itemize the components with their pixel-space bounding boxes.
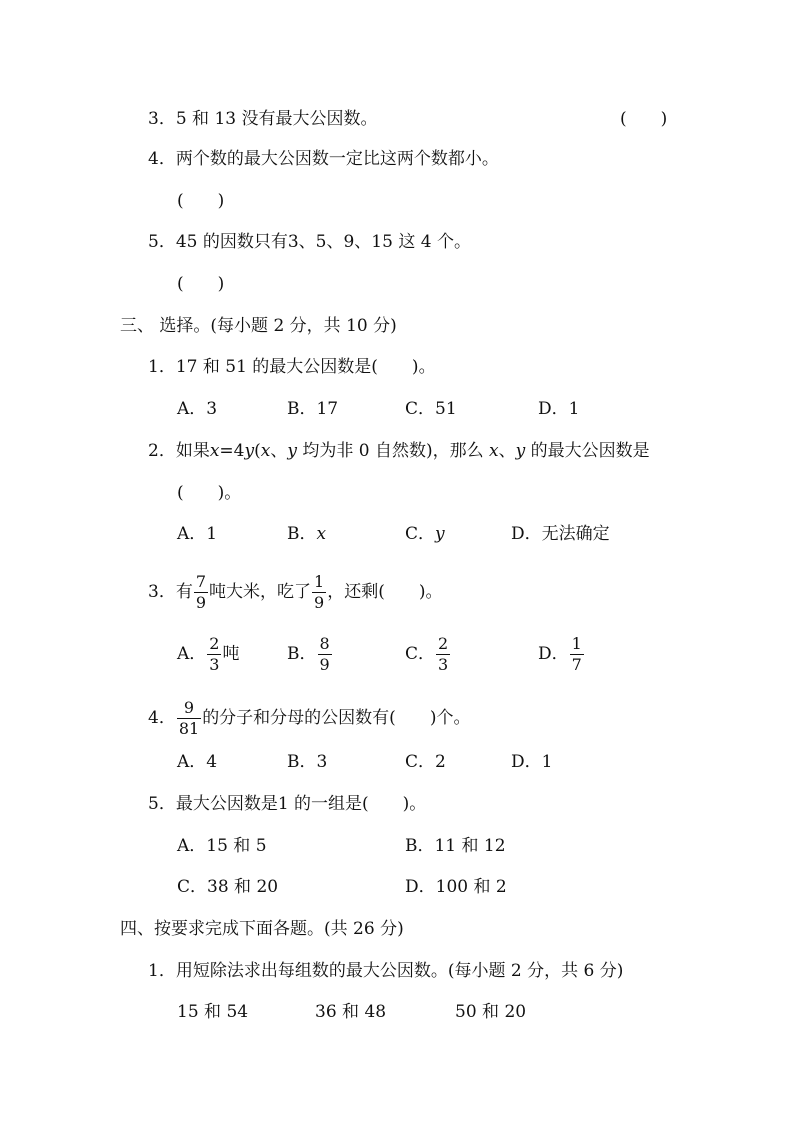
option-a[interactable]: A．15 和 5 [177,836,267,856]
numerator: 1 [314,572,325,591]
fraction-9-81 [177,700,201,737]
denominator: 9 [195,593,207,612]
fraction [570,636,584,673]
item-number: 5． [148,232,176,252]
number-group-2: 36 和 48 [315,1002,387,1022]
fraction [207,636,221,673]
item-text: 用短除法求出每组数的最大公因数。(每小题 2 分，共 6 分) [175,961,624,981]
option-b[interactable]: B．17 [287,399,339,419]
item-text: 最大公因数是1 的一组是( )。 [175,794,427,814]
item-number: 1． [148,357,176,377]
text-fragment: 有 [175,582,193,602]
option-d[interactable] [538,636,585,673]
numerator: 2 [438,634,449,653]
item-number: 3． [148,582,176,602]
option-label: B． [287,644,317,664]
option-c[interactable] [405,636,451,673]
text-fragment: 如果 [175,441,210,461]
choice-item-4 [148,700,470,737]
tf-item-3 [148,108,378,130]
option-label: A． [177,644,207,664]
answer-paren[interactable]: ( ) [177,191,225,211]
option-label: D． [538,644,569,664]
choice-item-3 [148,574,442,611]
item-number: 4． [148,149,176,169]
var-y: y [435,524,445,544]
choice-item-2 [148,440,650,462]
tf-item-4 [148,148,499,170]
numerator: 1 [571,634,582,653]
item-text: 45 的因数只有3、5、9、15 这 4 个。 [175,232,471,252]
numerator: 2 [209,634,220,653]
denominator: 7 [571,655,582,674]
choice-item-2-continued[interactable]: ( )。 [177,483,242,503]
choice-item-5 [148,793,426,815]
text-fragment: =4 [219,441,245,461]
tf-item-5 [148,231,471,253]
task-item-1 [148,960,623,982]
section-3-title: 三、 选择。(每小题 2 分，共 10 分) [120,316,397,336]
option-b[interactable]: B．3 [287,752,328,772]
option-d[interactable]: D．无法确定 [511,524,610,544]
item-number: 2． [148,441,176,461]
item-number: 4． [148,708,176,728]
option-label: C． [405,644,436,664]
option-c[interactable]: C．38 和 20 [177,877,279,897]
item-text: 的分子和分母的公因数有( )个。 [202,708,471,728]
unit: 吨 [222,644,240,664]
denominator: 9 [314,593,325,612]
answer-paren[interactable]: ( ) [620,109,668,129]
item-number: 3． [148,109,176,129]
var-y: y [287,441,297,461]
option-a[interactable]: A．4 [177,752,218,772]
option-d[interactable]: D．1 [538,399,580,419]
fraction-1-9 [312,574,326,611]
text-fragment: ，还剩( )。 [327,582,443,602]
item-text: 17 和 51 的最大公因数是( )。 [175,357,436,377]
item-number: 1． [148,961,176,981]
denominator: 9 [319,655,330,674]
var-x: x [489,441,499,461]
option-label: C． [405,524,436,544]
denominator: 3 [209,655,220,674]
option-label: B． [287,524,317,544]
var-x: x [260,441,271,461]
option-c[interactable]: C．2 [405,752,446,772]
option-d[interactable]: D．100 和 2 [405,877,507,897]
text-fragment: 、 [498,441,516,461]
fraction [436,636,450,673]
option-a[interactable] [177,636,239,673]
option-a[interactable]: A．1 [177,524,218,544]
fraction [318,636,332,673]
option-b[interactable] [287,523,326,545]
choice-item-1 [148,356,436,378]
var-y: y [244,441,255,461]
option-b[interactable] [287,636,333,673]
denominator: 81 [178,719,200,738]
text-fragment: 、 [270,441,288,461]
answer-paren[interactable]: ( ) [177,274,225,294]
numerator: 9 [183,698,195,717]
option-b[interactable]: B．11 和 12 [405,836,506,856]
var-x: x [316,524,327,544]
text-fragment: 的最大公因数是 [525,441,650,461]
number-group-1: 15 和 54 [177,1002,249,1022]
var-x: x [209,441,220,461]
text-fragment: ( [254,441,261,461]
text-fragment: 均为非 0 自然数)，那么 [296,441,490,461]
option-c[interactable]: C．51 [405,399,457,419]
var-y: y [515,441,526,461]
number-group-3: 50 和 20 [455,1002,527,1022]
denominator: 3 [438,655,449,674]
item-number: 5． [148,794,176,814]
option-a[interactable]: A．3 [177,399,218,419]
section-4-title: 四、按要求完成下面各题。(共 26 分) [120,919,404,939]
text-fragment: 吨大米，吃了 [209,582,312,602]
option-d[interactable]: D．1 [511,752,553,772]
item-text: 两个数的最大公因数一定比这两个数都小。 [175,149,499,169]
option-c[interactable] [405,523,445,545]
fraction-7-9 [194,574,208,611]
numerator: 8 [319,634,330,653]
numerator: 7 [195,572,207,591]
item-text: 5 和 13 没有最大公因数。 [175,109,378,129]
